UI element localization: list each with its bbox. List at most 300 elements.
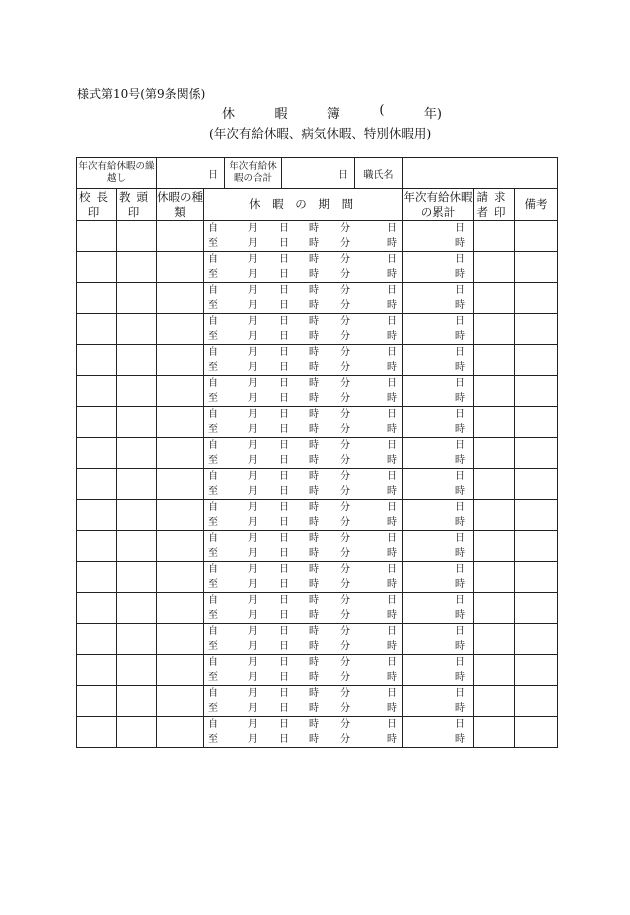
principal-seal-cell[interactable] (77, 252, 117, 283)
hour-label: 時 (309, 393, 320, 404)
from-label: 自 (208, 409, 219, 420)
cumulative-hour-label: 時 (455, 610, 466, 621)
from-label: 自 (208, 626, 219, 637)
principal-seal-cell[interactable] (77, 221, 117, 252)
day-label: 日 (279, 254, 290, 265)
to-label: 至 (208, 703, 219, 714)
carryover-label: 年次有給休暇の繰越し (77, 158, 157, 189)
hour-label: 時 (309, 688, 320, 699)
cumulative-cell[interactable] (403, 500, 474, 531)
cumulative-hour-label: 時 (455, 579, 466, 590)
day-label: 日 (279, 238, 290, 249)
principal-seal-cell[interactable] (77, 376, 117, 407)
cumulative-day-label: 日 (455, 254, 466, 265)
vice-principal-seal-cell[interactable] (117, 593, 157, 624)
column-header-row (77, 189, 558, 221)
principal-seal-cell[interactable] (77, 407, 117, 438)
from-label: 自 (208, 440, 219, 451)
cumulative-cell[interactable] (403, 314, 474, 345)
from-label: 自 (208, 533, 219, 544)
principal-seal-cell[interactable] (77, 500, 117, 531)
leave-period-cell[interactable] (204, 593, 403, 624)
vice-principal-seal-cell[interactable] (117, 252, 157, 283)
principal-seal-cell[interactable] (77, 345, 117, 376)
remarks-cell[interactable] (515, 407, 558, 438)
to-line (204, 329, 402, 344)
cumulative-hour-label: 時 (455, 300, 466, 311)
leave-type-cell[interactable] (157, 221, 204, 252)
from-label: 自 (208, 502, 219, 513)
cumulative-hour-label: 時 (455, 331, 466, 342)
minute-label: 分 (340, 362, 351, 373)
leave-type-cell[interactable] (157, 500, 204, 531)
total-unit[interactable]: 日 (282, 158, 355, 189)
minute-label: 分 (340, 486, 351, 497)
to-label: 至 (208, 424, 219, 435)
month-label: 月 (248, 362, 259, 373)
minute-label: 分 (340, 455, 351, 466)
day-label: 日 (279, 533, 290, 544)
vice-principal-seal-cell[interactable] (117, 500, 157, 531)
day-label: 日 (279, 734, 290, 745)
month-label: 月 (248, 517, 259, 528)
leave-period-cell[interactable] (204, 469, 403, 500)
hour-label: 時 (309, 517, 320, 528)
leave-type-cell[interactable] (157, 686, 204, 717)
to-line (204, 670, 402, 685)
table-row (77, 283, 558, 314)
leave-period-cell[interactable] (204, 376, 403, 407)
requester-seal-cell[interactable] (474, 438, 515, 469)
day-label: 日 (279, 719, 290, 730)
requester-seal-header: 請求者印 (474, 189, 515, 221)
requester-seal-cell[interactable] (474, 469, 515, 500)
hour-label: 時 (309, 533, 320, 544)
remarks-cell[interactable] (515, 345, 558, 376)
vice-principal-seal-cell[interactable] (117, 655, 157, 686)
month-label: 月 (248, 238, 259, 249)
hour-label: 時 (309, 641, 320, 652)
from-label: 自 (208, 378, 219, 389)
from-line (204, 221, 402, 236)
day-label: 日 (279, 626, 290, 637)
carryover-unit[interactable]: 日 (157, 158, 225, 189)
remarks-cell[interactable] (515, 655, 558, 686)
requester-seal-cell[interactable] (474, 593, 515, 624)
minute-label: 分 (340, 409, 351, 420)
from-line (204, 407, 402, 422)
table-row (77, 469, 558, 500)
cumulative-cell[interactable] (403, 593, 474, 624)
hour-label: 時 (309, 424, 320, 435)
leave-period-header: 休 暇 の 期 間 (204, 189, 403, 221)
remarks-cell[interactable] (515, 531, 558, 562)
table-row (77, 376, 558, 407)
leave-period-cell[interactable] (204, 221, 403, 252)
principal-seal-header: 校長印 (77, 189, 117, 221)
day-label: 日 (279, 316, 290, 327)
remarks-cell[interactable] (515, 376, 558, 407)
leave-type-cell[interactable] (157, 283, 204, 314)
requester-seal-cell[interactable] (474, 655, 515, 686)
day-label: 日 (387, 533, 398, 544)
month-label: 月 (248, 734, 259, 745)
principal-seal-cell[interactable] (77, 717, 117, 748)
cumulative-cell[interactable] (403, 531, 474, 562)
minute-label: 分 (340, 347, 351, 358)
requester-seal-cell[interactable] (474, 376, 515, 407)
day-label: 日 (387, 378, 398, 389)
leave-period-cell[interactable] (204, 345, 403, 376)
cumulative-day-label: 日 (455, 564, 466, 575)
to-line (204, 236, 402, 251)
hour-label: 時 (309, 657, 320, 668)
table-row (77, 531, 558, 562)
leave-period-cell[interactable] (204, 531, 403, 562)
hour-label: 時 (309, 362, 320, 373)
day-label: 日 (279, 378, 290, 389)
minute-label: 分 (340, 378, 351, 389)
leave-period-cell[interactable] (204, 314, 403, 345)
vice-principal-seal-cell[interactable] (117, 717, 157, 748)
hour-label: 時 (309, 734, 320, 745)
cumulative-day-label: 日 (455, 657, 466, 668)
name-field[interactable] (403, 158, 558, 189)
principal-seal-cell[interactable] (77, 593, 117, 624)
day-label: 日 (279, 672, 290, 683)
cumulative-cell[interactable] (403, 655, 474, 686)
day-label: 日 (279, 688, 290, 699)
cumulative-cell[interactable] (403, 469, 474, 500)
month-label: 月 (248, 672, 259, 683)
leave-type-cell[interactable] (157, 593, 204, 624)
leave-type-cell[interactable] (157, 438, 204, 469)
cumulative-cell[interactable] (403, 686, 474, 717)
leave-period-cell[interactable] (204, 686, 403, 717)
cumulative-cell[interactable] (403, 438, 474, 469)
month-label: 月 (248, 331, 259, 342)
vice-principal-seal-cell[interactable] (117, 283, 157, 314)
leave-type-cell[interactable] (157, 314, 204, 345)
from-line (204, 593, 402, 608)
minute-label: 分 (340, 331, 351, 342)
from-line (204, 469, 402, 484)
leave-type-cell[interactable] (157, 345, 204, 376)
cumulative-day-label: 日 (455, 347, 466, 358)
leave-type-cell[interactable] (157, 376, 204, 407)
from-line (204, 500, 402, 515)
day-label: 日 (279, 223, 290, 234)
day-label: 日 (279, 564, 290, 575)
day-label: 時 (387, 331, 398, 342)
leave-type-cell[interactable] (157, 469, 204, 500)
month-label: 月 (248, 486, 259, 497)
table-row (77, 562, 558, 593)
minute-label: 分 (340, 579, 351, 590)
from-label: 自 (208, 254, 219, 265)
minute-label: 分 (340, 564, 351, 575)
table-row (77, 314, 558, 345)
to-line (204, 608, 402, 623)
requester-seal-cell[interactable] (474, 717, 515, 748)
requester-seal-cell[interactable] (474, 407, 515, 438)
remarks-header: 備考 (515, 189, 558, 221)
minute-label: 分 (340, 703, 351, 714)
day-label: 時 (387, 424, 398, 435)
leave-type-header: 休暇の種類 (157, 189, 204, 219)
leave-type-cell[interactable] (157, 717, 204, 748)
minute-label: 分 (340, 269, 351, 280)
hour-label: 時 (309, 409, 320, 420)
minute-label: 分 (340, 734, 351, 745)
cumulative-day-label: 日 (455, 595, 466, 606)
remarks-cell[interactable] (515, 686, 558, 717)
day-label: 日 (387, 440, 398, 451)
hour-label: 時 (309, 378, 320, 389)
day-label: 日 (279, 610, 290, 621)
remarks-cell[interactable] (515, 314, 558, 345)
cumulative-cell[interactable] (403, 407, 474, 438)
vice-principal-seal-cell[interactable] (117, 624, 157, 655)
requester-seal-cell[interactable] (474, 562, 515, 593)
to-label: 至 (208, 734, 219, 745)
leave-type-cell[interactable] (157, 531, 204, 562)
table-row (77, 221, 558, 252)
to-label: 至 (208, 269, 219, 280)
principal-seal-cell[interactable] (77, 655, 117, 686)
to-line (204, 267, 402, 282)
principal-seal-cell[interactable] (77, 562, 117, 593)
form-number: 様式第10号(第9条関係) (77, 87, 206, 101)
leave-type-cell[interactable] (157, 562, 204, 593)
from-label: 自 (208, 595, 219, 606)
leave-type-cell[interactable] (157, 407, 204, 438)
leave-period-cell[interactable] (204, 717, 403, 748)
requester-seal-cell[interactable] (474, 314, 515, 345)
vice-principal-seal-cell[interactable] (117, 345, 157, 376)
from-label: 自 (208, 657, 219, 668)
to-label: 至 (208, 517, 219, 528)
requester-seal-cell[interactable] (474, 252, 515, 283)
to-line (204, 391, 402, 406)
leave-type-cell[interactable] (157, 655, 204, 686)
day-label: 日 (279, 347, 290, 358)
vice-principal-seal-cell[interactable] (117, 686, 157, 717)
cumulative-day-label: 日 (455, 409, 466, 420)
leave-period-cell[interactable] (204, 283, 403, 314)
month-label: 月 (248, 595, 259, 606)
to-label: 至 (208, 455, 219, 466)
remarks-cell[interactable] (515, 221, 558, 252)
hour-label: 時 (309, 502, 320, 513)
leave-period-cell[interactable] (204, 624, 403, 655)
requester-seal-cell[interactable] (474, 283, 515, 314)
day-label: 日 (279, 657, 290, 668)
requester-seal-cell[interactable] (474, 531, 515, 562)
cumulative-hour-label: 時 (455, 424, 466, 435)
day-label: 日 (279, 285, 290, 296)
vice-principal-seal-cell[interactable] (117, 562, 157, 593)
day-label: 日 (387, 564, 398, 575)
cumulative-cell[interactable] (403, 376, 474, 407)
principal-seal-cell[interactable] (77, 314, 117, 345)
day-label: 時 (387, 362, 398, 373)
leave-period-cell[interactable] (204, 252, 403, 283)
to-label: 至 (208, 579, 219, 590)
leave-ledger-table (76, 157, 558, 748)
cumulative-day-label: 日 (455, 440, 466, 451)
to-label: 至 (208, 300, 219, 311)
day-label: 日 (279, 362, 290, 373)
month-label: 月 (248, 409, 259, 420)
remarks-cell[interactable] (515, 283, 558, 314)
leave-period-cell[interactable] (204, 562, 403, 593)
month-label: 月 (248, 657, 259, 668)
hour-label: 時 (309, 703, 320, 714)
vice-principal-seal-cell[interactable] (117, 376, 157, 407)
hour-label: 時 (309, 347, 320, 358)
table-row (77, 407, 558, 438)
cumulative-hour-label: 時 (455, 703, 466, 714)
day-label: 時 (387, 703, 398, 714)
from-line (204, 655, 402, 670)
cumulative-cell[interactable] (403, 562, 474, 593)
day-label: 時 (387, 641, 398, 652)
cumulative-day-label: 日 (455, 471, 466, 482)
minute-label: 分 (340, 300, 351, 311)
minute-label: 分 (340, 393, 351, 404)
remarks-cell[interactable] (515, 717, 558, 748)
month-label: 月 (248, 347, 259, 358)
principal-seal-cell[interactable] (77, 438, 117, 469)
day-label: 時 (387, 455, 398, 466)
title-char: 年) (423, 107, 442, 122)
minute-label: 分 (340, 285, 351, 296)
hour-label: 時 (309, 471, 320, 482)
cumulative-cell[interactable] (403, 283, 474, 314)
day-label: 時 (387, 300, 398, 311)
day-label: 時 (387, 672, 398, 683)
from-line (204, 345, 402, 360)
day-label: 日 (387, 471, 398, 482)
cumulative-cell[interactable] (403, 345, 474, 376)
principal-seal-cell[interactable] (77, 469, 117, 500)
month-label: 月 (248, 378, 259, 389)
from-label: 自 (208, 347, 219, 358)
hour-label: 時 (309, 579, 320, 590)
vice-principal-seal-cell[interactable] (117, 531, 157, 562)
leave-type-cell[interactable] (157, 624, 204, 655)
cumulative-hour-label: 時 (455, 548, 466, 559)
remarks-cell[interactable] (515, 624, 558, 655)
day-label: 日 (279, 548, 290, 559)
day-label: 時 (387, 486, 398, 497)
hour-label: 時 (309, 719, 320, 730)
requester-seal-cell[interactable] (474, 624, 515, 655)
principal-seal-cell[interactable] (77, 531, 117, 562)
day-label: 日 (279, 393, 290, 404)
cumulative-cell[interactable] (403, 717, 474, 748)
vice-principal-seal-cell[interactable] (117, 407, 157, 438)
principal-seal-cell[interactable] (77, 686, 117, 717)
from-label: 自 (208, 471, 219, 482)
hour-label: 時 (309, 269, 320, 280)
day-label: 日 (387, 657, 398, 668)
remarks-cell[interactable] (515, 469, 558, 500)
leave-period-cell[interactable] (204, 438, 403, 469)
remarks-cell[interactable] (515, 562, 558, 593)
remarks-cell[interactable] (515, 500, 558, 531)
cumulative-cell[interactable] (403, 252, 474, 283)
leave-period-cell[interactable] (204, 407, 403, 438)
month-label: 月 (248, 316, 259, 327)
principal-seal-cell[interactable] (77, 624, 117, 655)
day-label: 日 (279, 424, 290, 435)
minute-label: 分 (340, 641, 351, 652)
minute-label: 分 (340, 502, 351, 513)
table-row (77, 624, 558, 655)
hour-label: 時 (309, 254, 320, 265)
from-line (204, 314, 402, 329)
hour-label: 時 (309, 455, 320, 466)
requester-seal-cell[interactable] (474, 500, 515, 531)
page-title (222, 103, 442, 122)
requester-seal-cell[interactable] (474, 345, 515, 376)
month-label: 月 (248, 424, 259, 435)
remarks-cell[interactable] (515, 252, 558, 283)
cumulative-cell[interactable] (403, 221, 474, 252)
cumulative-day-label: 日 (455, 378, 466, 389)
minute-label: 分 (340, 626, 351, 637)
minute-label: 分 (340, 610, 351, 621)
day-label: 時 (387, 393, 398, 404)
title-char: 休 (222, 107, 236, 122)
vice-principal-seal-cell[interactable] (117, 314, 157, 345)
month-label: 月 (248, 393, 259, 404)
requester-seal-cell[interactable] (474, 221, 515, 252)
remarks-cell[interactable] (515, 438, 558, 469)
minute-label: 分 (340, 595, 351, 606)
principal-seal-cell[interactable] (77, 283, 117, 314)
vice-principal-seal-cell[interactable] (117, 469, 157, 500)
table-row (77, 593, 558, 624)
vice-principal-seal-cell[interactable] (117, 221, 157, 252)
month-label: 月 (248, 719, 259, 730)
from-line (204, 438, 402, 453)
table-row (77, 655, 558, 686)
hour-label: 時 (309, 331, 320, 342)
title-char: 簿 (326, 107, 340, 122)
minute-label: 分 (340, 672, 351, 683)
hour-label: 時 (309, 672, 320, 683)
leave-period-cell[interactable] (204, 655, 403, 686)
leave-period-cell[interactable] (204, 500, 403, 531)
day-label: 日 (387, 316, 398, 327)
minute-label: 分 (340, 517, 351, 528)
leave-type-cell[interactable] (157, 252, 204, 283)
requester-seal-cell[interactable] (474, 686, 515, 717)
table-row (77, 438, 558, 469)
day-label: 日 (387, 719, 398, 730)
day-label: 時 (387, 579, 398, 590)
from-label: 自 (208, 316, 219, 327)
cumulative-cell[interactable] (403, 624, 474, 655)
from-line (204, 562, 402, 577)
vice-principal-seal-cell[interactable] (117, 438, 157, 469)
hour-label: 時 (309, 486, 320, 497)
remarks-cell[interactable] (515, 593, 558, 624)
from-line (204, 717, 402, 732)
